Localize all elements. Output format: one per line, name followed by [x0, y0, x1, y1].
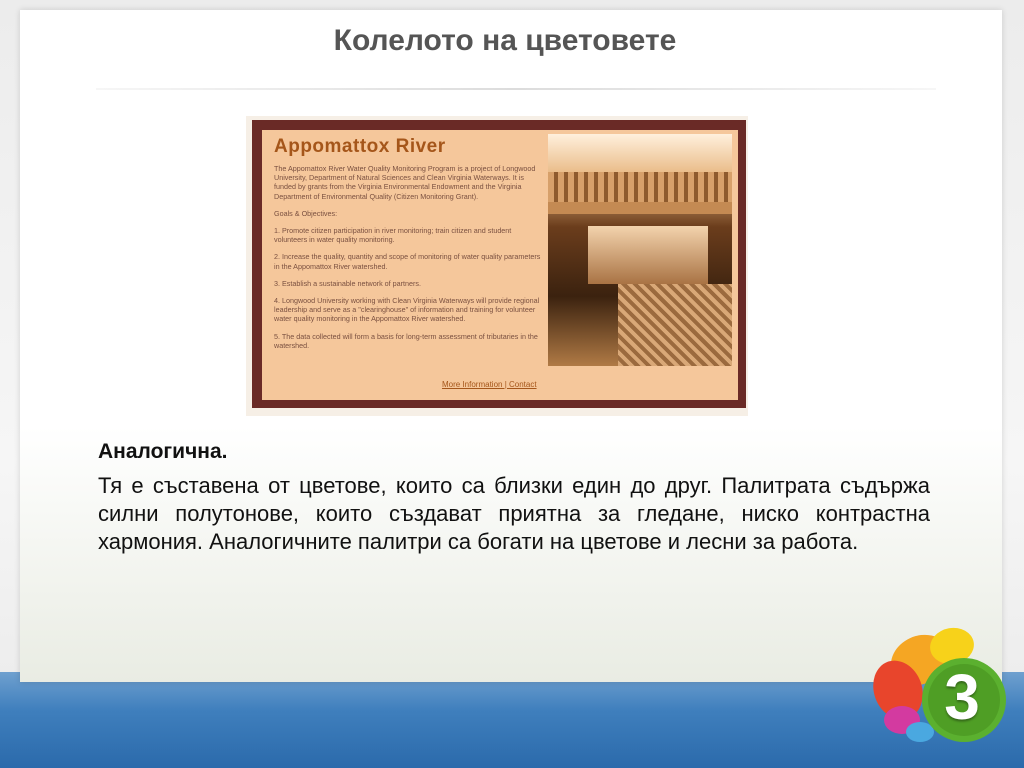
slide-title: Колелото на цветовете — [333, 24, 677, 57]
screenshot-paragraph: 3. Establish a sustainable network of partners. — [274, 278, 422, 288]
bridge-photo — [548, 134, 732, 366]
body-paragraph: Тя е съставена от цветове, които са близки един до друг. Палитрата съдържа силни полутонове, които създават приятна за гледане, ниско контрастна хармония. Аналогичните палитри са богати на цветове и лесни за работа. — [98, 473, 930, 554]
screenshot-title: Appomattox River — [274, 136, 446, 157]
screenshot-links: More Information | Contact — [442, 380, 537, 389]
screenshot-paragraph: 2. Increase the quality, quantity and scope of monitoring of water quality parameters in the Appomattox River watershed. — [274, 252, 541, 271]
screenshot-paragraph: 1. Promote citizen participation in river monitoring; train citizen and student volunteers in water quality monitoring. — [274, 226, 512, 245]
screenshot-text — [274, 164, 542, 358]
screenshot-paragraph: 4. Longwood University working with Clean Virginia Waterways will provide regional leadership and serve as a "clearinghouse" of information and training for volunteer water quality monitoring in the Appomattox River watershed. — [274, 296, 540, 324]
screenshot-paragraph: The Appomattox River Water Quality Monitoring Program is a project of Longwood University, Department of Natural Sciences and Clean Virginia Waterways. It is funded by grants from the Virginia Environmental Endowment and the Virginia Department of Environmental Quality (Citizen Monitoring Grant). — [274, 164, 536, 201]
bridge-deck — [548, 202, 732, 214]
bridge-railing — [548, 172, 732, 206]
subheading: Аналогична. — [98, 440, 228, 463]
screenshot-page — [262, 130, 738, 400]
riverbank-rocks — [618, 284, 732, 366]
title-divider — [96, 88, 936, 90]
screenshot-paragraph: Goals & Objectives: — [274, 208, 338, 218]
example-screenshot — [246, 116, 748, 416]
river-view — [588, 226, 708, 284]
slide-body — [98, 438, 930, 556]
screenshot-border — [252, 120, 746, 408]
screenshot-paragraph: 5. The data collected will form a basis for long-term assessment of tributaries in the watershed. — [274, 331, 538, 350]
logo-number: 3 — [944, 661, 980, 733]
